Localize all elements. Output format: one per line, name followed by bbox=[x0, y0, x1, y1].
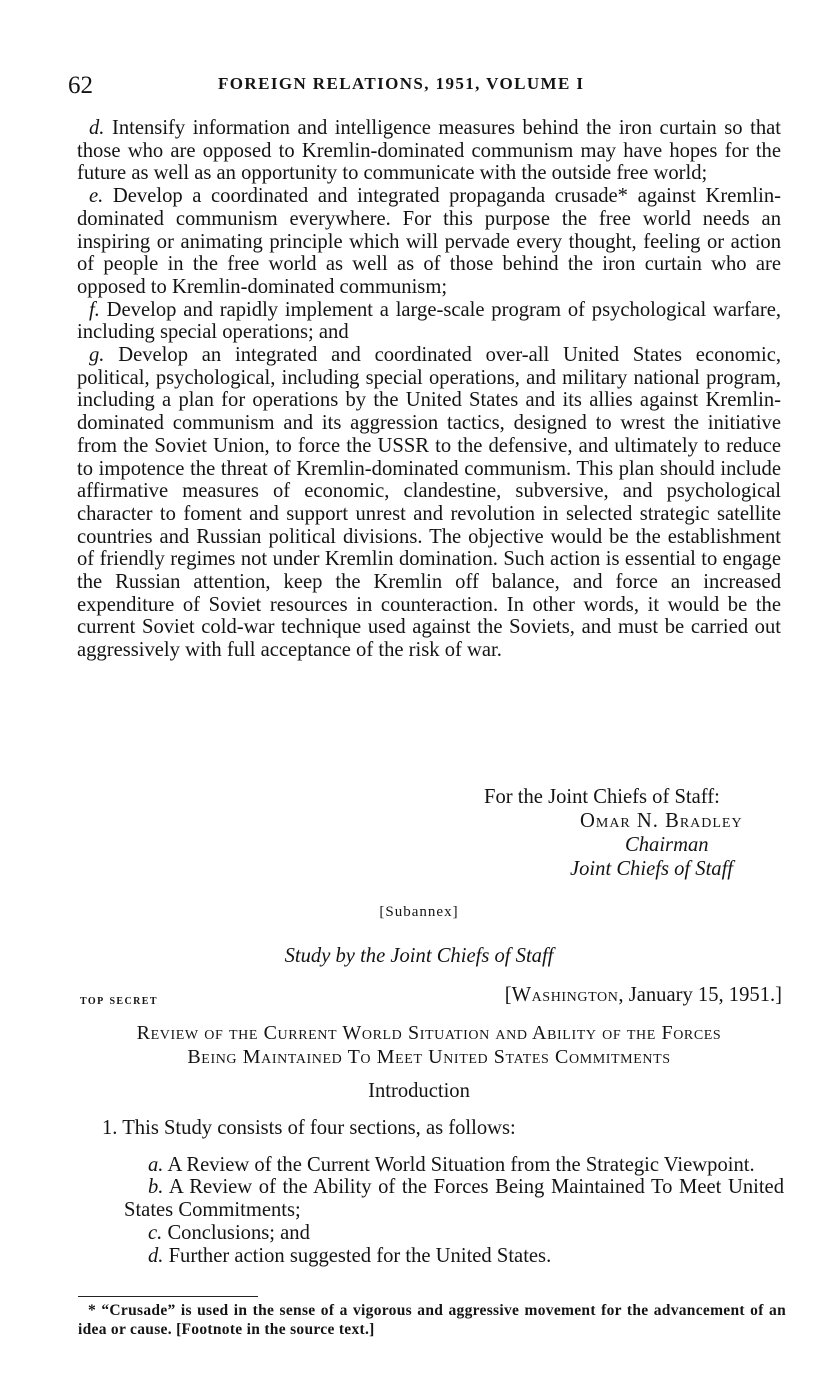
paragraph-g bbox=[77, 344, 781, 662]
list-item bbox=[124, 1222, 784, 1245]
dateline bbox=[438, 984, 782, 1007]
document-title bbox=[76, 1021, 782, 1069]
footnote-divider bbox=[78, 1296, 258, 1297]
page-header bbox=[68, 72, 788, 102]
list-item bbox=[124, 1176, 784, 1221]
page-number: 62 bbox=[68, 72, 93, 99]
list-item bbox=[124, 1154, 784, 1177]
paragraph-label: d. bbox=[89, 117, 105, 139]
dateline-date: , January 15, 1951.] bbox=[618, 984, 782, 1006]
footnote bbox=[78, 1301, 786, 1339]
section-heading: Introduction bbox=[368, 1080, 470, 1102]
footnote-text: * “Crusade” is used in the sense of a vigorous and aggressive movement for the advancement of an idea or cause. [Footnote in the source text.] bbox=[78, 1302, 786, 1338]
dateline-place: Washington bbox=[511, 984, 619, 1006]
paragraph-label: f. bbox=[89, 298, 100, 321]
introduction-lead: 1. This Study consists of four sections, as follows: bbox=[102, 1117, 516, 1139]
paragraph-d bbox=[77, 117, 781, 185]
document-title-line: Being Maintained To Meet United States Commitments bbox=[187, 1046, 671, 1068]
running-head: FOREIGN RELATIONS, 1951, VOLUME I bbox=[218, 74, 585, 93]
introduction-text bbox=[102, 1117, 784, 1267]
subannex-label: [Subannex] bbox=[379, 904, 459, 920]
paragraph-e bbox=[77, 185, 781, 299]
paragraph-text: Develop an integrated and coordinated over-all United States economic, political, psychological, including special operations, and military national program, including a plan for operations by the United States and its allies against Kremlin-dominated communism and its aggression tactics, designed to wrest the initiative from the Soviet Union, to force the USSR to the defensive, and ultimately to reduce to impotence the threat of Kremlin-dominated communism. This plan should include affirmative measures of economic, clandestine, subversive, and psychological character to foment and support unrest and revolution in selected strategic satellite countries and Russian political divisions. The objective would be the establishment of friendly regimes not under Kremlin domination. Such action is essential to engage the Russian attention, keep the Kremlin off balance, and force an increased expenditure of Soviet resources in counteraction. In other words, it would be the current Soviet cold-war technique used against the Soviets, and must be carried out aggressively with full acceptance of the risk of war. bbox=[77, 344, 781, 662]
body-text bbox=[77, 117, 781, 662]
list-item-text: Further action suggested for the United States. bbox=[163, 1244, 552, 1267]
paragraph-label: e. bbox=[89, 185, 104, 208]
list-item-text: A Review of the Current World Situation from the Strategic Viewpoint. bbox=[163, 1153, 755, 1176]
paragraph-text: Develop a coordinated and integrated propaganda crusade* against Kremlin-dominated communism everywhere. For this purpose the free world needs an inspiring or animating principle which will pervade every thought, feeling or action of people in the free world as well as of those behind the iron curtain who are opposed to Kremlin-dominated communism; bbox=[77, 185, 781, 298]
classification-marking: top secret bbox=[80, 993, 158, 1008]
list-item-label: b. bbox=[148, 1176, 164, 1199]
signatory-name: Omar N. Bradley bbox=[580, 810, 743, 832]
list-item-label: c. bbox=[148, 1221, 163, 1244]
paragraph-label: g. bbox=[89, 344, 105, 367]
study-title: Study by the Joint Chiefs of Staff bbox=[284, 945, 554, 967]
paragraph-text: Intensify information and intelligence measures behind the iron curtain so that those who are opposed to Kremlin-dominated communism may have hopes for the future as well as an opportunity to communicate with the outside free world; bbox=[77, 117, 781, 185]
list-item-label: a. bbox=[148, 1153, 164, 1176]
list-item-label: d. bbox=[148, 1244, 164, 1267]
signature-line: For the Joint Chiefs of Staff: bbox=[484, 786, 720, 808]
list-item-text: A Review of the Ability of the Forces Being Maintained To Meet United States Commitments; bbox=[124, 1176, 784, 1222]
signatory-body: Joint Chiefs of Staff bbox=[570, 858, 734, 880]
signature-block bbox=[440, 785, 780, 881]
list-item-text: Conclusions; and bbox=[162, 1221, 310, 1244]
signatory-title: Chairman bbox=[625, 834, 709, 856]
document-title-line: Review of the Current World Situation and Ability of the Forces bbox=[136, 1022, 722, 1044]
list-item bbox=[124, 1245, 784, 1268]
dateline-bracket: [ bbox=[504, 984, 512, 1006]
paragraph-f bbox=[77, 299, 781, 344]
paragraph-text: Develop and rapidly implement a large-scale program of psychological warfare, including special operations; and bbox=[77, 298, 781, 344]
